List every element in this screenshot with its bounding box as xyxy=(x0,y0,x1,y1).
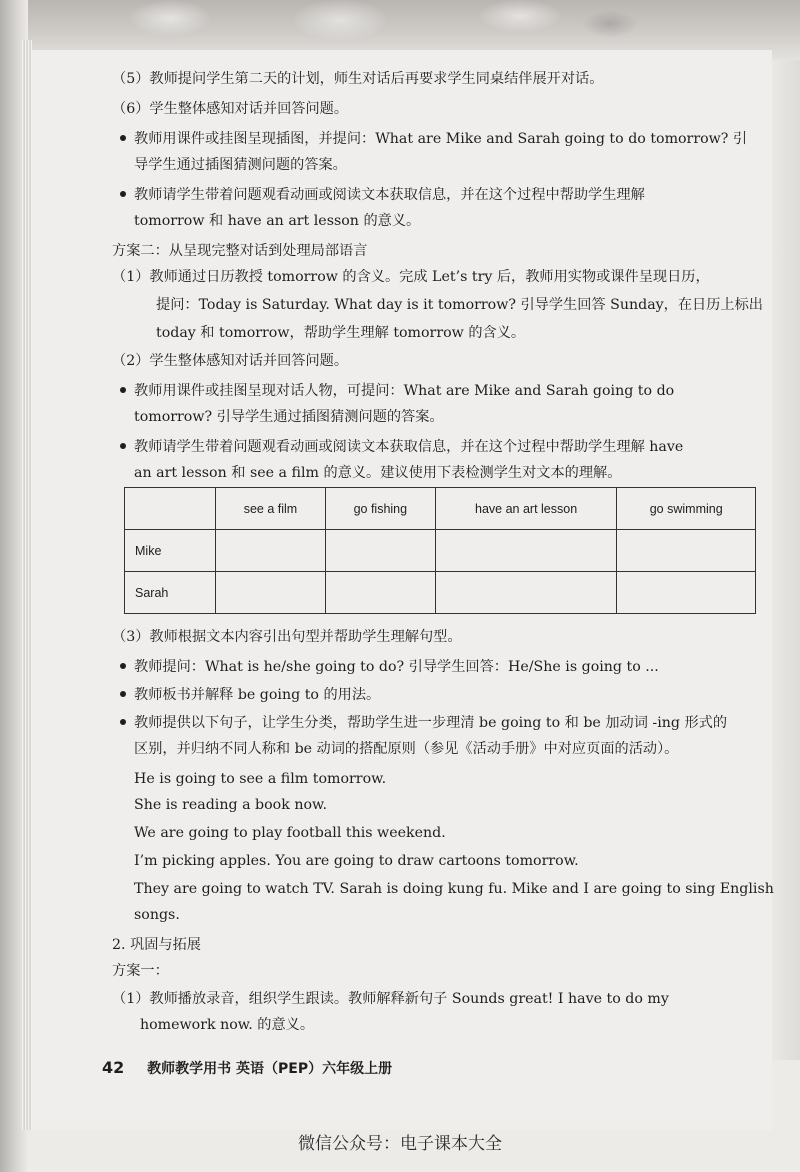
bullet-text-cont: an art lesson 和 see a film 的意义。建议使用下表检测学生对文本的理解。 xyxy=(134,465,622,481)
bullet-text: 教师用课件或挂图呈现插图，并提问：What are Mike and Sarah going to do tomorrow? 引 xyxy=(134,131,748,147)
bullet-dot xyxy=(120,719,126,725)
comprehension-table xyxy=(124,487,756,614)
watermark-text: 微信公众号：电子课本大全 xyxy=(298,1134,502,1154)
example-sentence: They are going to watch TV. Sarah is doing kung fu. Mike and I are going to sing English xyxy=(134,881,774,897)
plan-2-heading: 方案二：从呈现完整对话到处理局部语言 xyxy=(112,243,368,259)
table-cell xyxy=(435,572,617,614)
facing-page-bleed xyxy=(772,60,800,1060)
table-row xyxy=(125,572,756,614)
table-cell xyxy=(325,572,435,614)
bullet-text-cont: 导学生通过插图猜测问题的答案。 xyxy=(134,157,347,173)
page-number: 42 xyxy=(102,1058,125,1077)
step-1-text-cont: today 和 tomorrow，帮助学生理解 tomorrow 的含义。 xyxy=(156,325,526,341)
bullet-text-cont: tomorrow 和 have an art lesson 的意义。 xyxy=(134,213,421,229)
example-sentence: I’m picking apples. You are going to draw cartoons tomorrow. xyxy=(134,853,579,869)
step-6-text: （6）学生整体感知对话并回答问题。 xyxy=(112,101,349,117)
table-row-label: Mike xyxy=(125,530,216,572)
table-cell xyxy=(617,530,756,572)
table-row xyxy=(125,530,756,572)
plan-1-heading: 方案一： xyxy=(112,963,169,979)
table-cell xyxy=(216,530,326,572)
floral-pattern xyxy=(90,0,650,52)
table-header-cell: have an art lesson xyxy=(435,488,617,530)
bullet-text: 教师请学生带着问题观看动画或阅读文本获取信息，并在这个过程中帮助学生理解 have xyxy=(134,439,684,455)
bullet-text: 教师用课件或挂图呈现对话人物，可提问：What are Mike and Sarah going to do xyxy=(134,383,675,399)
table-cell xyxy=(617,572,756,614)
step-1-text-cont: homework now. 的意义。 xyxy=(140,1017,315,1033)
example-sentence: We are going to play football this weekend. xyxy=(134,825,446,841)
section-2-heading: 2. 巩固与拓展 xyxy=(112,937,201,953)
step-1-text: （1）教师通过日历教授 tomorrow 的含义。完成 Let’s try 后，教师用实物或课件呈现日历， xyxy=(112,269,710,285)
page-stack-edge xyxy=(22,40,32,1130)
step-1-text-cont: 提问：Today is Saturday. What day is it tomorrow? 引导学生回答 Sunday，在日历上标出 xyxy=(156,297,763,313)
table-cell xyxy=(216,572,326,614)
bullet-dot xyxy=(120,663,126,669)
bullet-dot xyxy=(120,135,126,141)
step-1-text: （1）教师播放录音，组织学生跟读。教师解释新句子 Sounds great! I have to do my xyxy=(112,991,669,1007)
step-5-text: （5）教师提问学生第二天的计划，师生对话后再要求学生同桌结伴展开对话。 xyxy=(112,71,604,87)
example-sentence-cont: songs. xyxy=(134,907,180,923)
table-header-row xyxy=(125,488,756,530)
bullet-text: 教师板书并解释 be going to 的用法。 xyxy=(134,687,381,703)
book-title: 教师教学用书 英语（PEP）六年级上册 xyxy=(147,1061,393,1077)
bullet-text-cont: 区别，并归纳不同人称和 be 动词的搭配原则（参见《活动手册》中对应页面的活动）。 xyxy=(134,741,679,757)
table-header-cell: see a film xyxy=(216,488,326,530)
table-header-cell: go swimming xyxy=(617,488,756,530)
table-header-cell: go fishing xyxy=(325,488,435,530)
table-cell xyxy=(325,530,435,572)
page-footer xyxy=(102,1058,392,1078)
bullet-text-cont: tomorrow? 引导学生通过插图猜测问题的答案。 xyxy=(134,409,444,425)
bullet-text: 教师提供以下句子，让学生分类，帮助学生进一步理清 be going to 和 be 加动词 -ing 形式的 xyxy=(134,715,728,731)
bullet-text: 教师请学生带着问题观看动画或阅读文本获取信息，并在这个过程中帮助学生理解 xyxy=(134,187,645,203)
bullet-dot xyxy=(120,191,126,197)
step-2-text: （2）学生整体感知对话并回答问题。 xyxy=(112,353,349,369)
bullet-text: 教师提问：What is he/she going to do? 引导学生回答：He/She is going to ... xyxy=(134,659,659,675)
bullet-dot xyxy=(120,443,126,449)
step-3-text: （3）教师根据文本内容引出句型并帮助学生理解句型。 xyxy=(112,629,462,645)
table-row-label: Sarah xyxy=(125,572,216,614)
example-sentence: She is reading a book now. xyxy=(134,797,327,813)
bullet-dot xyxy=(120,691,126,697)
example-sentence: He is going to see a film tomorrow. xyxy=(134,771,387,787)
table-cell xyxy=(435,530,617,572)
table-header-cell xyxy=(125,488,216,530)
bullet-dot xyxy=(120,387,126,393)
